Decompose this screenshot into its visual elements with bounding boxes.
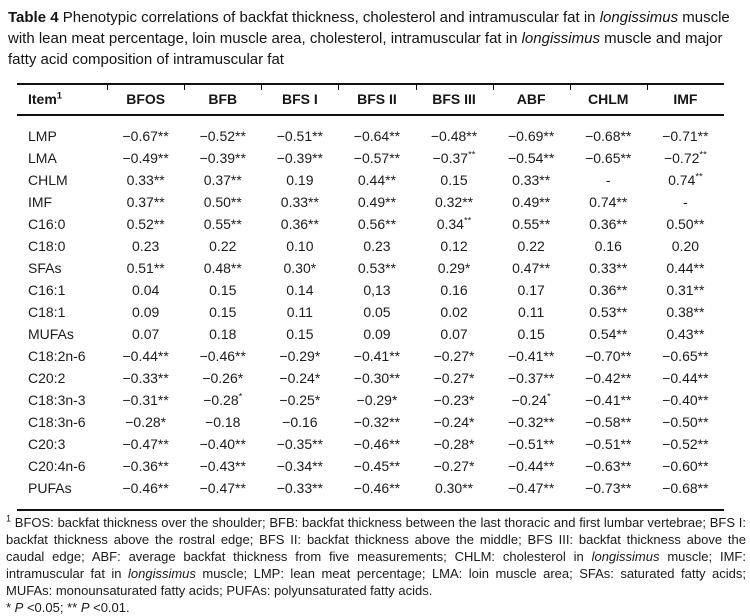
correlation-cell: 0.19 xyxy=(286,172,314,188)
correlation-cell: −0.72** xyxy=(663,149,707,166)
correlation-cell: 0.12 xyxy=(440,238,468,254)
superscript-marker: ** xyxy=(463,215,472,227)
correlation-cell: −0.45** xyxy=(353,458,401,474)
correlation-cell: 0.14 xyxy=(286,282,314,298)
correlation-cell: 0.74** xyxy=(668,171,703,188)
correlation-cell: 0.49** xyxy=(357,194,397,210)
correlation-cell: −0.39** xyxy=(276,150,324,166)
correlation-cell: 0.52** xyxy=(126,216,165,232)
correlation-cell: 0.43** xyxy=(666,326,705,342)
column-header: ABF xyxy=(493,84,570,115)
correlation-cell: 0.16 xyxy=(594,238,622,254)
correlation-cell: −0.37** xyxy=(432,149,476,166)
correlation-cell: 0.74** xyxy=(589,194,628,210)
row-label: C18:1 xyxy=(28,304,66,320)
correlation-cell: −0.40** xyxy=(662,392,709,408)
correlation-cell: −0.24* xyxy=(279,370,321,386)
correlation-cell: −0.52** xyxy=(662,436,709,452)
table-container xyxy=(17,83,724,511)
row-label: C18:3n-6 xyxy=(28,414,86,430)
correlation-cell: −0.68** xyxy=(662,480,709,496)
text-segment: muscle; IMF: intramuscular fat in xyxy=(6,549,746,581)
column-header: IMF xyxy=(647,84,724,115)
correlation-cell: −0.24* xyxy=(433,414,475,430)
correlation-cell: −0.25* xyxy=(279,392,321,408)
italic-text: longissimus xyxy=(599,9,679,26)
text-segment: muscle and major fatty acid composition of intramuscular fat xyxy=(8,30,723,68)
correlation-cell: −0.44** xyxy=(507,458,555,474)
correlation-cell: 0.33** xyxy=(589,260,628,276)
correlation-cell: −0.27* xyxy=(433,458,475,474)
correlation-cell: 0.18 xyxy=(209,326,237,342)
column-header: BFS II xyxy=(338,84,415,115)
correlation-cell: −0.57** xyxy=(353,150,401,166)
row-label: C18:0 xyxy=(28,238,66,254)
correlation-cell: −0.46** xyxy=(199,348,246,364)
correlation-cell: 0.15 xyxy=(209,282,237,298)
correlation-cell: - xyxy=(605,172,611,188)
correlation-cell: −0.46** xyxy=(353,480,401,496)
correlation-cell: 0.50** xyxy=(666,216,705,232)
header-row xyxy=(17,84,724,115)
correlation-cell: 0.44** xyxy=(666,260,705,276)
correlation-cell: −0.28* xyxy=(203,391,243,408)
row-label: C16:0 xyxy=(28,216,66,232)
table-row xyxy=(17,389,724,411)
bold-text: Table 4 xyxy=(8,9,63,26)
correlation-cell: 0.07 xyxy=(440,326,468,342)
row-label: CHLM xyxy=(28,172,68,188)
correlation-cell: −0.28* xyxy=(125,414,167,430)
row-label: LMA xyxy=(28,150,57,166)
row-label: LMP xyxy=(28,128,57,144)
correlation-cell: 0.07 xyxy=(132,326,160,342)
italic-text: P xyxy=(14,600,24,615)
correlation-cell: 0.09 xyxy=(132,304,160,320)
correlation-cell: −0.46** xyxy=(122,480,169,496)
text-segment: muscle; LMP: lean meat percentage; LMA: loin muscle area; SFAs: saturated fatty acids; MUFAs: monounsaturated fatty acids; PUFAs: polyunsaturated fatty acids. xyxy=(6,566,746,598)
correlation-cell: −0.65** xyxy=(662,348,709,364)
correlation-cell: 0.11 xyxy=(518,304,545,320)
table-row xyxy=(17,323,724,345)
superscript-marker: * xyxy=(238,391,243,403)
row-label: C16:1 xyxy=(28,282,66,298)
row-label: C20:4n-6 xyxy=(28,458,86,474)
row-label: C20:3 xyxy=(28,436,66,452)
table-row xyxy=(17,191,724,213)
correlation-cell: −0.43** xyxy=(199,458,246,474)
correlation-cell: −0.26* xyxy=(202,370,244,386)
correlation-cell: −0.51** xyxy=(507,436,555,452)
table-row xyxy=(17,169,724,191)
correlation-cell: −0.32** xyxy=(507,414,555,430)
italic-text: longissimus xyxy=(521,30,600,47)
superscript-marker: ** xyxy=(468,149,476,161)
correlation-cell: 0.15 xyxy=(286,326,314,342)
table-header xyxy=(17,84,724,115)
correlation-cell: −0.73** xyxy=(585,480,632,496)
text-segment: muscle with lean meat percentage, loin muscle area, cholesterol, intramuscular fat in xyxy=(8,9,730,47)
correlation-cell: −0.41** xyxy=(585,392,632,408)
table-row xyxy=(17,147,724,169)
correlation-cell: −0.67** xyxy=(122,128,169,144)
row-label: C18:3n-3 xyxy=(28,392,86,408)
text-segment: <0.05; ** xyxy=(23,600,81,615)
superscript-marker: * xyxy=(547,391,551,403)
table-row xyxy=(17,213,724,235)
superscript-marker: ** xyxy=(695,171,703,183)
correlation-cell: −0.51** xyxy=(585,436,632,452)
column-header-item: Item$^1$ xyxy=(17,84,107,115)
correlation-cell: 0.20 xyxy=(671,238,700,254)
text-segment: Phenotypic correlations of backfat thickness, cholesterol and intramuscular fat in xyxy=(62,9,600,26)
table-row xyxy=(17,367,724,389)
correlation-cell: −0.34** xyxy=(276,458,324,474)
correlation-cell: 0.47** xyxy=(512,260,551,276)
correlation-cell: 0.34** xyxy=(436,215,472,232)
correlation-cell: −0.23* xyxy=(433,392,475,408)
italic-text: longissimus xyxy=(591,549,660,564)
italic-text: P xyxy=(80,600,90,615)
correlation-cell: −0.50** xyxy=(662,414,709,430)
correlation-cell: −0.69** xyxy=(507,128,555,144)
significance-note xyxy=(6,599,745,616)
row-label: PUFAs xyxy=(28,480,72,496)
table-row xyxy=(17,279,724,301)
correlation-cell: 0.36** xyxy=(589,216,628,232)
table-row xyxy=(17,455,724,477)
row-label: C18:2n-6 xyxy=(28,348,86,364)
text-segment: BFOS: backfat thickness over the shoulder; BFB: backfat thickness between the last thoracic and first lumbar vertebrae; BFS I: backfat thickness above the rostral edge; BFS II: backfat thickness above the middle; BFS III: backfat thickness above the caudal edge; ABF: average backfat thickness from five measurements; CHLM: cholesterol in xyxy=(6,515,746,564)
text-segment: <0.01. xyxy=(89,600,130,615)
correlation-cell: −0.33** xyxy=(276,480,324,496)
correlation-cell: −0.28* xyxy=(433,436,475,452)
correlation-cell: −0.58** xyxy=(585,414,632,430)
correlation-cell: −0.47** xyxy=(507,480,555,496)
correlation-cell: 0.36** xyxy=(589,282,628,298)
correlation-cell: 0.55** xyxy=(203,216,242,232)
correlation-cell: −0.70** xyxy=(585,348,632,364)
correlation-cell: 0.17 xyxy=(517,282,545,298)
correlation-cell: −0.30** xyxy=(353,370,401,386)
correlation-cell: 0.56** xyxy=(357,216,397,232)
correlation-cell: 0.53** xyxy=(589,304,628,320)
correlation-cell: 0.50** xyxy=(203,194,242,210)
correlation-cell: −0.54** xyxy=(507,150,555,166)
correlation-cell: 0.23 xyxy=(363,238,391,254)
row-label: MUFAs xyxy=(28,326,74,342)
correlation-cell: −0.52** xyxy=(199,128,246,144)
correlation-cell: 0.22 xyxy=(209,238,237,254)
correlation-cell: 0.54** xyxy=(589,326,628,342)
correlation-cell: −0.44** xyxy=(662,370,709,386)
correlation-cell: −0.41** xyxy=(507,348,555,364)
correlation-cell: −0.27* xyxy=(433,348,475,364)
correlation-cell: 0,13 xyxy=(363,282,391,298)
italic-text: longissimus xyxy=(127,566,196,581)
table-row xyxy=(17,235,724,257)
correlations-table xyxy=(17,83,724,511)
correlation-cell: 0.02 xyxy=(440,304,468,320)
correlation-cell: −0.33** xyxy=(122,370,169,386)
correlation-cell: −0.24* xyxy=(511,391,551,408)
correlation-cell: 0.29* xyxy=(437,260,471,276)
correlation-cell: −0.71** xyxy=(662,128,709,144)
table-footnote xyxy=(6,514,746,599)
correlation-cell: −0.44** xyxy=(122,348,169,364)
column-header: BFS I xyxy=(261,84,338,115)
column-header: BFB xyxy=(184,84,261,115)
column-header: CHLM xyxy=(570,84,647,115)
correlation-cell: −0.64** xyxy=(353,128,401,144)
correlation-cell: 0.15 xyxy=(440,172,468,188)
correlation-cell: 0.38** xyxy=(666,304,705,320)
correlation-cell: 0.37** xyxy=(203,172,242,188)
correlation-cell: 0.44** xyxy=(357,172,397,188)
correlation-cell: 0.48** xyxy=(203,260,242,276)
superscript-marker: ** xyxy=(699,149,707,161)
correlation-cell: 0.10 xyxy=(286,238,314,254)
correlation-cell: −0.49** xyxy=(122,150,169,166)
correlation-cell: −0.37** xyxy=(507,370,555,386)
correlation-cell: 0.49** xyxy=(512,194,551,210)
column-header: BFOS xyxy=(107,84,184,115)
correlation-cell: 0.04 xyxy=(132,282,160,298)
correlation-cell: 0.15 xyxy=(517,326,545,342)
correlation-cell: 0.33** xyxy=(126,172,165,188)
correlation-cell: 0.15 xyxy=(209,304,237,320)
correlation-cell: 0.53** xyxy=(357,260,397,276)
correlation-cell: −0.35** xyxy=(276,436,324,452)
correlation-cell: −0.68** xyxy=(585,128,632,144)
correlation-cell: 0.37** xyxy=(126,194,165,210)
correlation-cell: 0.16 xyxy=(440,282,468,298)
table-row xyxy=(17,257,724,279)
correlation-cell: −0.48** xyxy=(430,128,478,144)
correlation-cell: −0.18 xyxy=(205,414,241,430)
correlation-cell: −0.16 xyxy=(282,414,318,430)
correlation-cell: −0.51** xyxy=(276,128,324,144)
row-label: IMF xyxy=(28,194,53,210)
correlation-cell: - xyxy=(683,194,688,210)
correlation-cell: 0.33** xyxy=(512,172,551,188)
correlation-cell: 0.30** xyxy=(434,480,474,496)
correlation-cell: −0.60** xyxy=(662,458,709,474)
correlation-cell: 0.22 xyxy=(517,238,545,254)
correlation-cell: 0.09 xyxy=(363,326,391,342)
correlation-cell: −0.29* xyxy=(356,392,398,408)
correlation-cell: 0.55** xyxy=(512,216,551,232)
row-label: SFAs xyxy=(28,260,62,276)
table-row xyxy=(17,477,724,510)
superscript-marker: 1 xyxy=(56,90,63,102)
text-segment: * xyxy=(6,600,15,615)
correlation-cell: −0.41** xyxy=(353,348,401,364)
table-caption xyxy=(8,7,746,70)
correlation-cell: −0.29* xyxy=(279,348,321,364)
correlation-cell: 0.05 xyxy=(363,304,391,320)
correlation-cell: 0.51** xyxy=(126,260,165,276)
table-row xyxy=(17,433,724,455)
correlation-cell: −0.42** xyxy=(585,370,632,386)
row-label: C20:2 xyxy=(28,370,66,386)
correlation-cell: 0.23 xyxy=(132,238,160,254)
correlation-cell: 0.36** xyxy=(280,216,319,232)
table-row xyxy=(17,301,724,323)
table-body xyxy=(17,115,724,510)
table-row xyxy=(17,345,724,367)
correlation-cell: 0.32** xyxy=(434,194,474,210)
footnote-marker: 1 xyxy=(6,513,12,524)
correlation-cell: 0.30* xyxy=(283,260,317,276)
correlation-cell: −0.47** xyxy=(199,480,246,496)
correlation-cell: −0.31** xyxy=(122,392,169,408)
column-header: BFS III xyxy=(416,84,493,115)
correlation-cell: 0.11 xyxy=(286,304,313,320)
correlation-cell: −0.27* xyxy=(433,370,475,386)
table-row xyxy=(17,411,724,433)
correlation-cell: −0.65** xyxy=(585,150,632,166)
correlation-cell: −0.63** xyxy=(585,458,632,474)
correlation-cell: −0.40** xyxy=(199,436,246,452)
correlation-cell: −0.32** xyxy=(353,414,401,430)
correlation-cell: −0.36** xyxy=(122,458,169,474)
correlation-cell: −0.39** xyxy=(199,150,246,166)
correlation-cell: 0.33** xyxy=(280,194,319,210)
correlation-cell: −0.47** xyxy=(122,436,169,452)
correlation-cell: −0.46** xyxy=(353,436,401,452)
table-row xyxy=(17,115,724,147)
correlation-cell: 0.31** xyxy=(666,282,705,298)
